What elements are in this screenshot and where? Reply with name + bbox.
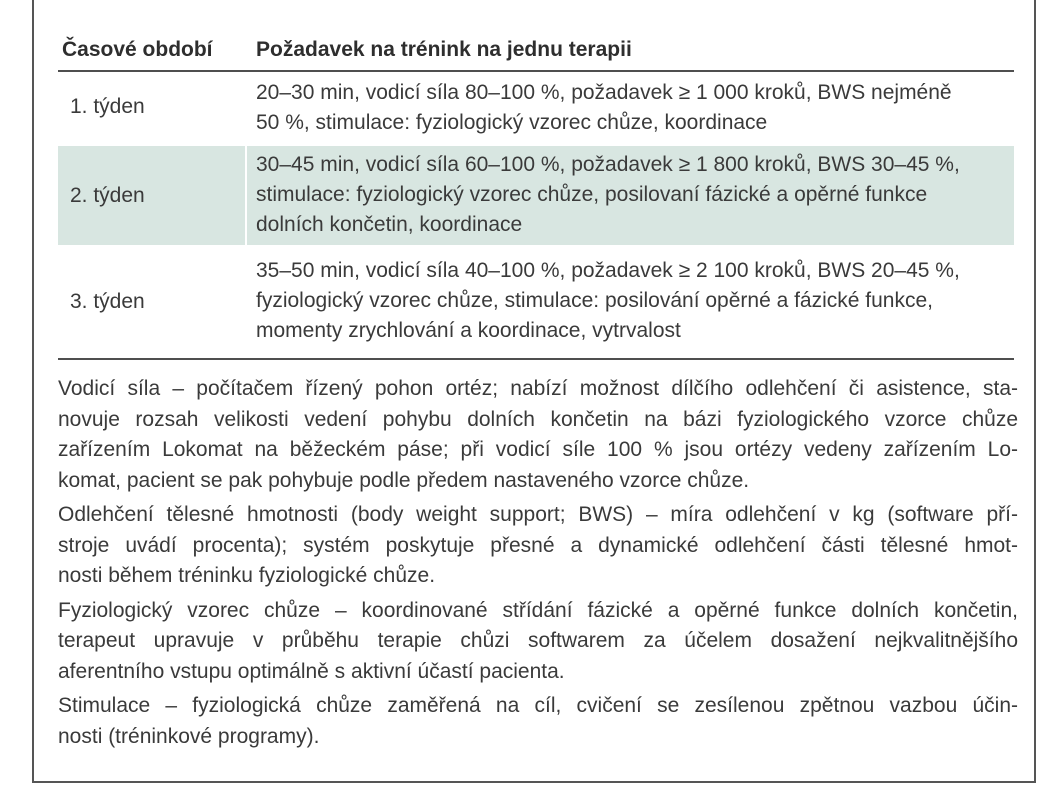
note-line: Stimulace – fyziologická chůze zaměřená na cíl, cvičení se zesílenou zpětnou vazbou účin-: [58, 694, 1018, 717]
note-line: Fyziologický vzorec chůze – koordinované střídání fázické a opěrné funkce dolních končetin,: [58, 598, 1018, 622]
column-separator: [245, 144, 247, 246]
note-line: nosti během tréninku fyziologické chůze.: [58, 564, 436, 587]
header-period: Časové období: [62, 38, 213, 61]
note-paragraph: [58, 596, 1018, 688]
note-line: zařízením Lokomat na běžeckém páse; při vodicí síle 100 % jsou ortézy vedeny zařízením Lo-: [58, 438, 1018, 461]
note-paragraph: [58, 374, 1018, 496]
requirement-line: fyziologický vzorec chůze, stimulace: posilování opěrné a fázické funkce,: [256, 289, 933, 312]
note-paragraph: [58, 691, 1018, 752]
row-requirement: [256, 256, 1016, 346]
requirement-line: 20–30 min, vodicí síla 80–100 %, požadavek ≥ 1 000 kroků, BWS nejméně: [256, 81, 952, 104]
requirement-line: momenty zrychlování a koordinace, vytrvalost: [256, 319, 681, 342]
note-line: Vodicí síla – počítačem řízený pohon ortéz; nabízí možnost dílčího odlehčení či asistence, sta-: [58, 377, 1018, 400]
table-bottom-rule: [58, 358, 1014, 360]
row-divider: [58, 245, 1014, 248]
note-line: komat, pacient se pak pohybuje podle předem nastaveného vzorce chůze.: [58, 468, 750, 492]
row-period: 3. týden: [70, 290, 145, 313]
note-line: stroje uvádí procenta); systém poskytuje přesné a dynamické odlehčení části tělesné hmot-: [58, 533, 1018, 557]
row-period: 2. týden: [70, 184, 145, 207]
row-period: 1. týden: [70, 95, 145, 118]
requirement-line: dolních končetin, koordinace: [256, 213, 523, 236]
requirement-line: 30–45 min, vodicí síla 60–100 %, požadavek ≥ 1 800 kroků, BWS 30–45 %,: [256, 153, 960, 176]
row-requirement: [256, 150, 1016, 240]
header-rule: [58, 70, 1014, 72]
requirement-line: stimulace: fyziologický vzorec chůze, posilovaní fázické a opěrné funkce: [256, 183, 928, 206]
requirement-line: 50 %, stimulace: fyziologický vzorec chůze, koordinace: [256, 111, 768, 134]
note-paragraph: [58, 500, 1018, 592]
header-requirement: Požadavek na trénink na jednu terapii: [256, 38, 632, 61]
note-line: nosti (tréninkové programy).: [58, 724, 320, 748]
row-divider: [58, 143, 1014, 146]
notes-section: [58, 374, 1018, 756]
note-line: Odlehčení tělesné hmotnosti (body weight support; BWS) – míra odlehčení v kg (software pří-: [58, 503, 1018, 526]
note-line: aferentního vstupu optimálně s aktivní účastí pacienta.: [58, 659, 565, 683]
note-line: terapeut upravuje v průběhu terapie chůzi softwarem za účelem dosažení nejkvalitnějšího: [58, 629, 1018, 652]
row-requirement: [256, 78, 1016, 138]
requirement-line: 35–50 min, vodicí síla 40–100 %, požadavek ≥ 2 100 kroků, BWS 20–45 %,: [256, 259, 960, 282]
note-line: novuje rozsah velikosti vedení pohybu dolních končetin na bázi fyziologického vzorce chůze: [58, 407, 1018, 431]
